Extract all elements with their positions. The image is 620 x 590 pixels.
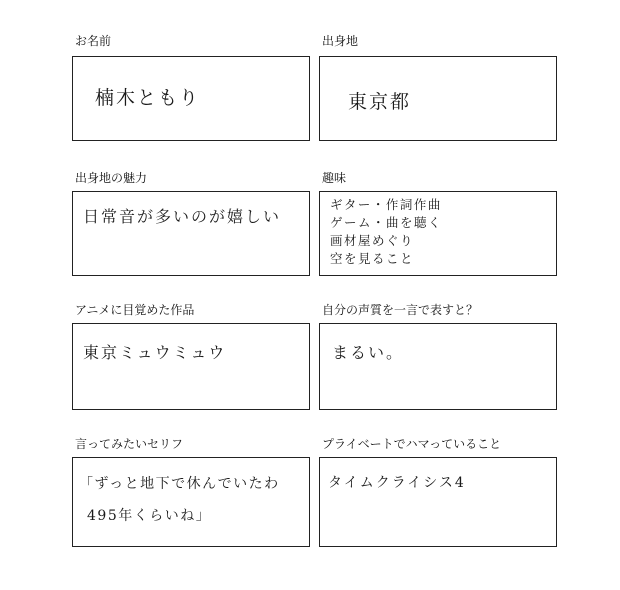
birthplace-box <box>319 56 557 141</box>
anime-awakening-label: アニメに目覚めた作品 <box>75 303 195 317</box>
anime-awakening-value: 東京ミュウミュウ <box>83 343 227 362</box>
private-obsession-box <box>319 457 557 547</box>
hobby-line: ギター・作詞作曲 <box>330 197 442 212</box>
birthplace-value: 東京都 <box>348 91 412 113</box>
hobbies-label: 趣味 <box>322 171 347 185</box>
hometown-charm-label: 出身地の魅力 <box>75 171 148 185</box>
private-obsession-label: プライベートでハマっていること <box>322 437 502 451</box>
voice-description-value: まるい。 <box>332 343 405 362</box>
hometown-charm-box <box>72 191 310 276</box>
name-value: 楠木ともり <box>95 87 201 109</box>
voice-description-box <box>319 323 557 410</box>
line-to-say-line: 495年くらいね」 <box>87 508 212 524</box>
birthplace-label: 出身地 <box>322 34 359 48</box>
anime-awakening-box <box>72 323 310 410</box>
line-to-say-label: 言ってみたいセリフ <box>75 437 184 451</box>
line-to-say-box <box>72 457 310 547</box>
private-obsession-value: タイムクライシス4 <box>328 475 466 491</box>
voice-description-label: 自分の声質を一言で表すと？ <box>322 303 479 317</box>
hobby-line: 空を見ること <box>330 251 415 266</box>
name-box <box>72 56 310 141</box>
hobbies-box <box>319 191 557 276</box>
line-to-say-line: 「ずっと地下で休んでいたわ <box>79 476 280 492</box>
hometown-charm-value: 日常音が多いのが嬉しい <box>83 207 282 226</box>
hobby-line: 画材屋めぐり <box>330 233 415 248</box>
hobby-line: ゲーム・曲を聴く <box>330 215 443 230</box>
name-label: お名前 <box>75 34 112 48</box>
